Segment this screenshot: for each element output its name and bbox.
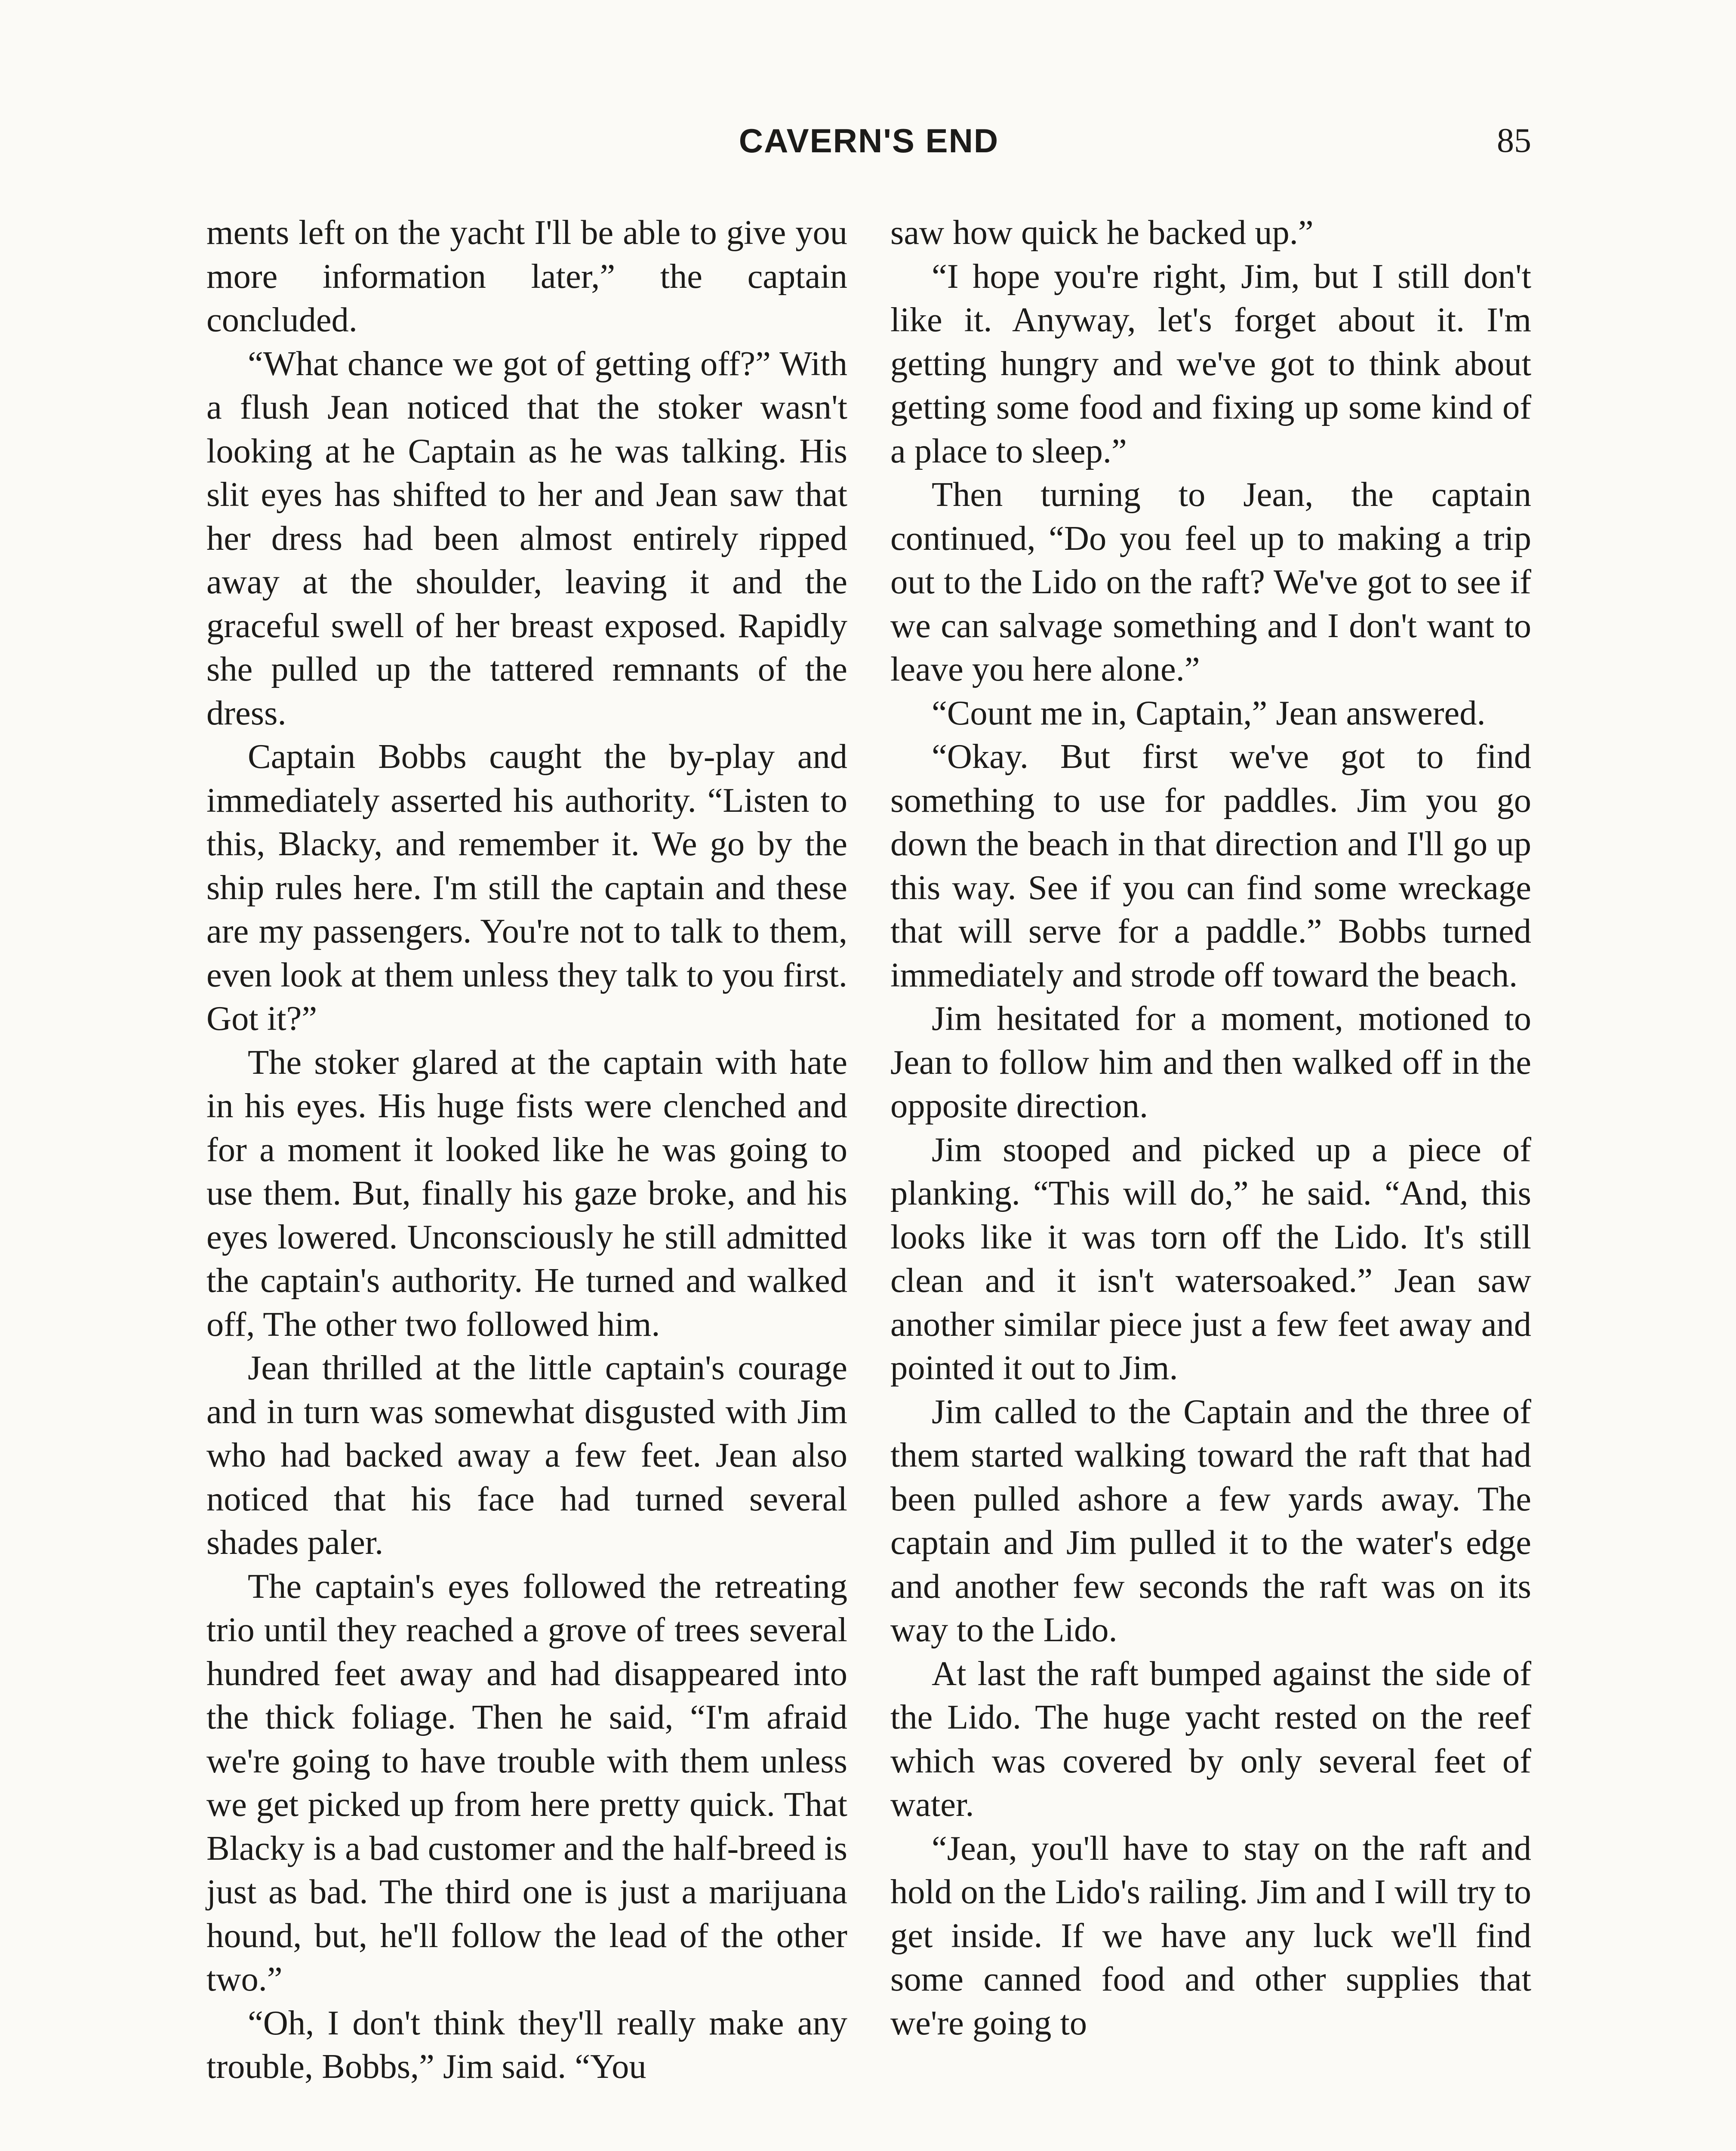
- left-column: [206, 211, 847, 2089]
- paragraph: ments left on the yacht I'll be able to give you more information later,” the captain concluded.: [206, 213, 847, 339]
- paragraph: “Okay. But first we've got to find something to use for paddles. Jim you go down the beach in that direction and I'll go up this way. See if you can find some wreckage that will serve for a paddle.” Bobbs turned immediately and strode off toward the beach.: [890, 737, 1531, 994]
- paragraph: The captain's eyes followed the retreating trio until they reached a grove of trees several hundred feet away and had disappeared into the thick foliage. Then he said, “I'm afraid we're going to have trouble with them unless we get picked up from here pretty quick. That Blacky is a bad customer and the half-breed is just as bad. The third one is just a marijuana hound, but, he'll follow the lead of the other two.”: [206, 1567, 847, 1998]
- paragraph: “What chance we got of getting off?” With a flush Jean noticed that the stoker wasn't looking at he Captain as he was talking. His slit eyes has shifted to her and Jean saw that her dress had been almost entirely ripped away at the shoulder, leaving it and the graceful swell of her breast exposed. Rapidly she pulled up the tattered remnants of the dress.: [206, 344, 847, 732]
- paragraph: The stoker glared at the captain with hate in his eyes. His huge fists were clenched and for a moment it looked like he was going to use them. But, finally his gaze broke, and his eyes lowered. Unconsciously he still admitted the captain's authority. He turned and walked off, The other two followed him.: [206, 1043, 847, 1344]
- page-header: [206, 117, 1531, 169]
- paragraph: “Count me in, Captain,” Jean answered.: [932, 693, 1486, 732]
- page-number: 85: [1497, 122, 1531, 160]
- paragraph: At last the raft bumped against the side of the Lido. The huge yacht rested on the reef which was covered by only several feet of water.: [890, 1654, 1531, 1824]
- paragraph: saw how quick he backed up.”: [890, 213, 1314, 252]
- paragraph: “I hope you're right, Jim, but I still don't like it. Anyway, let's forget about it. I'm getting hungry and we've got to think about getting some food and fixing up some kind of a place to sleep.”: [890, 257, 1531, 470]
- paragraph: Jim hesitated for a moment, motioned to Jean to follow him and then walked off in the opposite direction.: [890, 999, 1531, 1125]
- paragraph: Jim called to the Captain and the three of them started walking toward the raft that had been pulled ashore a few yards away. The captain and Jim pulled it to the water's edge and another few seconds the raft was on its way to the Lido.: [890, 1392, 1531, 1649]
- paragraph: Then turning to Jean, the captain continued, “Do you feel up to making a trip out to the Lido on the raft? We've got to see if we can salvage something and I don't want to leave you here alone.”: [890, 475, 1531, 688]
- right-column: [890, 211, 1531, 2045]
- paragraph: Captain Bobbs caught the by-play and immediately asserted his authority. “Listen to this, Blacky, and remember it. We go by the ship rules here. I'm still the captain and these are my passengers. You're not to talk to them, even look at them unless they talk to you first. Got it?”: [206, 737, 847, 1038]
- running-head: CAVERN'S END: [739, 122, 999, 160]
- paragraph: Jim stooped and picked up a piece of planking. “This will do,” he said. “And, this looks like it was torn off the Lido. It's still clean and it isn't watersoaked.” Jean saw another similar piece just a few feet away and pointed it out to Jim.: [890, 1130, 1531, 1387]
- paragraph: Jean thrilled at the little captain's courage and in turn was somewhat disgusted with Jim who had backed away a few feet. Jean also noticed that his face had turned several shades paler.: [206, 1349, 847, 1562]
- paragraph: “Jean, you'll have to stay on the raft and hold on the Lido's railing. Jim and I will try to get inside. If we have any luck we'll find some canned food and other supplies that we're going to: [890, 1829, 1531, 2042]
- paragraph: “Oh, I don't think they'll really make any trouble, Bobbs,” Jim said. “You: [206, 2003, 847, 2086]
